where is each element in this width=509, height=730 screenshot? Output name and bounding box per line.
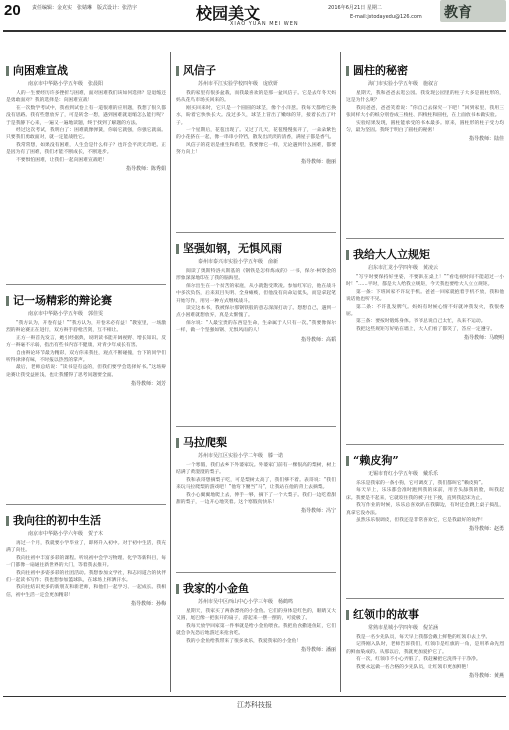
article-byline: 苏州市吴江区实验小学二年级 滕一诺 [198,453,284,459]
article-paragraph: 不要惧怕困难，让我们一起向困难宣战吧！ [16,157,108,163]
article-body [176,90,336,157]
column-divider [170,52,171,692]
teacher-note: 指导教师：黄燕 [468,673,504,680]
article-body [6,540,166,599]
article-paragraph: 人的一生要经历许多挫折与困难，面对困难我们该如何选择？是退缩还是勇敢面对？我的选择是：向困难宣战！ [6,91,166,104]
brand-logo: 教育 [444,5,472,21]
article-paragraph: 星期天，我和爸爸去逛公园。我发现公园里的柱子大多是圆柱形的，这是为什么呢？ [346,91,504,104]
article-body [176,608,336,645]
article-card [176,434,336,514]
article-paragraph: 我写作业的时候，乐乐总喜欢趴在我脚边，有时还会跳上桌子捣乱，真拿它没办法。 [346,503,504,516]
article-paragraph: 我是一名少先队员，每天早上我都会戴上鲜艳的红领巾去上学。 [356,635,491,640]
article-byline: 苏州市平江实验学校四年级 庞欣妍 [198,81,279,87]
article-byline: 苏州市吴中区西山中心小学三年级 杨鹤鸣 [198,599,294,605]
article-paragraph: 风信子的花语是重生和希望，我要像它一样，无论遇到什么困难，都要努力向上！ [176,142,336,156]
article-byline: 泰州市泰兴市实验小学五年级 俞新 [198,259,279,265]
teacher-note: 指导教师：赵勇 [468,526,504,533]
column-divider [340,52,341,692]
article-paragraph: 刚买回来时，它只是一个圆圆的球茎，像个小洋葱。我每天都给它换水，盼着它快快长大。没过多久，球茎上冒出了嫩绿的芽，接着长出了叶子。 [176,105,336,126]
article-card [176,580,336,653]
article-paragraph: 我向往结识更多的新朋友和新老师，和他们一起学习、一起成长。我相信，初中生活一定会更加精彩！ [6,585,166,598]
title-bar-icon [6,516,9,526]
article-body [176,268,336,335]
article-paragraph: 读完这本书，我被保尔那钢铁般的意志深深打动了。想想自己，遇到一点小困难就想放弃，真是太惭愧了。 [176,306,336,319]
teacher-note: 指导教师：冯宁 [300,508,336,515]
article-body [6,90,166,164]
article-title: 我给大人立规矩 [353,248,430,261]
column-2 [176,52,336,692]
article-divider [6,504,166,505]
teacher-note: 指导教师：马晓明 [463,335,504,342]
article-paragraph: 经过这次考试，我明白了：困难就像弹簧，你弱它就强，你强它就弱。只要我们勇敢面对，就一定能战胜它。 [6,128,166,141]
article-title: “赖皮狗” [353,454,399,467]
article-paragraph: 星期天，我家买了两条漂亮的小金鱼。它们的身体是红色的，眼睛又大又圆，尾巴像一把张开的扇子，游起来一摆一摆的，可爱极了。 [176,609,336,622]
article-divider [346,238,504,239]
article-paragraph: 乐乐是我家的一条小狗，它可调皮了，我们都叫它“赖皮狗”。 [356,481,486,486]
article-byline: 南京市中华路小学五年级 张晨阳 [28,81,104,87]
article-paragraph: 自由辩论环节最为精彩，双方你来我往，观点不断碰撞，台下的同学们听得津津有味，不时报以热烈的掌声。 [6,350,166,364]
article-card [176,62,336,165]
article-title: 坚强如钢，无惧风雨 [183,242,282,255]
title-bar-icon [6,296,9,306]
article-divider [176,572,336,573]
article-card [346,62,504,142]
article-paragraph: 我把这些规矩写好贴在墙上，大人们看了都笑了，答应一定遵守。 [356,326,496,332]
footer-publication: 江苏科技报 [237,701,272,709]
article-byline: 常熟市星城小学四年级 倪芷涵 [368,625,439,631]
article-paragraph: 我常常想，如果没有困难，人生会是什么样子？也许会平淡无奇吧。正是因为有了困难，我们才能不断成长，不断进步。 [6,142,166,156]
column-3 [346,52,504,692]
article-card [346,452,504,532]
article-title: 记一场精彩的辩论赛 [13,294,112,307]
article-paragraph: 第三条：要按时锻炼身体。爷爷总说自己太忙，从来不运动。 [356,319,486,325]
article-divider [176,426,336,427]
teacher-note: 指导教师：陈秀娟 [125,166,166,173]
footer-rule [3,696,506,697]
article-paragraph: 保尔说：“人最宝贵的东西是生命，生命属于人只有一次。”我要像保尔一样，做一个坚强如钢、无惧风雨的人！ [176,320,336,334]
editor-credits: 责任编辑：金克实 张婧琳 版式设计：张浩宇 [32,5,138,11]
article-title: 红领巾的故事 [353,608,419,621]
article-body [176,462,336,506]
title-bar-icon [346,250,349,260]
teacher-note: 指导教师：陆佳 [468,136,504,143]
article-paragraph: 第一条：下班回家不许玩手机。爸爸一回家就抱着手机不放，我和他说话他也听不见。 [346,289,504,303]
article-body [6,320,166,379]
article-card [6,62,166,172]
title-bar-icon [346,610,349,620]
article-paragraph: 我的家里有很多盆栽，而我最喜欢的是那一盆风信子。它是去年冬天妈妈从花鸟市场买回来的。 [176,91,336,104]
title-bar-icon [176,244,179,254]
article-card [346,606,504,679]
article-paragraph: 每天早上，乐乐都会准时跑到我的床前，用舌头舔我的脸，叫我起床。我要是不起来，它就咬住我的被子往下拽，直到我起床为止。 [346,488,504,501]
title-bar-icon [346,456,349,466]
column-title: 校园美文 [196,4,261,23]
article-body [346,480,504,524]
article-byline: 南京市中华路小学五年级 郭佳雯 [28,311,104,317]
article-byline: 无锡市育红小学五年级 戴乐乐 [368,471,439,477]
teacher-note: 指导教师：潘丽 [300,647,336,654]
article-card [6,512,166,607]
article-paragraph: 第二条：不许乱发脾气。妈妈有时候心情不好就冲我发火，我很委屈。 [346,304,504,318]
article-body [346,634,504,671]
article-paragraph: “我方认为，开卷有益！”“我方认为，开卷未必有益！”教室里，一场激烈的辩论赛正在进行，双方辩手唇枪舌剑，互不相让。 [6,321,166,334]
title-bar-icon [176,584,179,594]
article-card [346,246,504,341]
contact-email: E-mail:jstodayedu@126.com [350,14,422,20]
article-paragraph: 我要永远做一名合格的少先队员，让红领巾更加鲜艳！ [356,664,472,670]
article-divider [6,284,166,285]
title-bar-icon [6,66,9,76]
article-paragraph: 我小心翼翼地爬上去，伸手一够，摘下了一个大梨子。我们一边吃着甜甜的梨子，一边开心地笑着。这个寒假真快乐！ [176,492,336,506]
article-title: 向困难宣战 [13,64,68,77]
article-body [346,274,504,333]
article-paragraph: 我每天放学回家第一件事就是给小金鱼喂食。我把鱼食撒进鱼缸，它们就会争先恐后地游过来抢食吃。 [176,623,336,637]
article-paragraph: 一个寒假，我们去乡下外婆家玩。外婆家门前有一棵很高的梨树，树上结满了黄澄澄的梨子。 [176,463,336,476]
article-card [6,292,166,387]
article-divider [346,598,504,599]
article-paragraph: 我向往初中丰富多彩的课程。听说初中会学习物理、化学等新科目，每一门都像一扇通往新世界的大门，等着我去推开。 [6,555,166,569]
article-title: 风信子 [183,64,216,77]
teacher-note: 指导教师：高韬 [300,336,336,343]
article-paragraph: “写字时要保持好坐姿，不要趴在桌上！”“看电视时间不能超过一小时！”……平时，都是大人给我立规矩，今天我也要给大人立立规矩。 [346,275,504,288]
article-paragraph: 有一次，红领巾不小心弄脏了，我赶紧把它洗得干干净净。 [356,657,481,663]
article-paragraph: 一个星期后，花苞出现了。又过了几天，花苞慢慢张开了，一朵朵紫色的小花挤在一起，像一串串小铃铛，散发出淡淡的清香，满屋子都是香气。 [176,128,336,141]
article-paragraph: 我和表哥想摘梨子吃，可是梨树太高了，我们够不着。表哥说：“我们来玩马拉爬梨的游戏吧！”他弯下腰当“马”，让我站在他的背上去摘梨。 [176,477,336,491]
article-paragraph: 最后，老师总结说：“读书是有益的，但我们要学会选择好书。”这场辩论赛让我受益匪浅，也让我懂得了思考问题要全面。 [6,365,166,378]
article-paragraph: 正方一辩首先发言，她引经据典，说明读书能开阔视野、增长知识。反方一辩毫不示弱，指出有些书内容不健康，对青少年成长有害。 [6,335,166,349]
article-byline: 南京市中华路小学六年级 贺子木 [28,531,104,537]
issue-date: 2016年6月21日 星期二 [328,5,382,11]
article-paragraph: 我的小金鱼给我带来了很多欢乐，我爱我家的小金鱼！ [186,638,302,644]
article-byline: 启东市汇龙小学四年级 黄凌云 [368,265,439,271]
article-title: 我家的小金鱼 [183,582,249,595]
article-paragraph: 虽然乐乐很调皮，但我还是非常喜欢它，它是我最好的伙伴！ [356,518,486,524]
article-paragraph: 阅读了奥斯特洛夫斯基的《钢铁是怎样炼成的》一书，保尔·柯察金的形象深深地印在了我的脑海里。 [176,269,336,282]
article-byline: 海门市实验小学五年级 施叙言 [368,81,439,87]
article-paragraph: 在一次数学考试中，我看到试卷上有一道很难的应用题，我想了很久都没有思路。我有些想放弃了，可是转念一想，遇到困难就退缩怎么能行呢？于是我静下心来，一遍又一遍地读题，终于找到了解题的方法。 [6,105,166,126]
title-bar-icon [346,66,349,76]
article-paragraph: 保尔出生在一个贫苦的家庭，从小就饱受欺凌。参加红军后，他在战斗中多次负伤，后来双目失明、全身瘫痪，但他没有向命运低头，而是拿起笔开始写作，用另一种方式继续战斗。 [176,283,336,304]
title-bar-icon [176,438,179,448]
article-divider [176,232,336,233]
teacher-note: 指导教师：孙梅 [130,601,166,608]
article-card [176,240,336,343]
article-paragraph: 我问爸爸，爸爸笑着说：“你自己去探究一下吧！”回到家里，我用三张同样大小的纸分别卷成三棱柱、四棱柱和圆柱，在上面放书本做实验。 [346,105,504,119]
column-pinyin: XIAO YUAN MEI WEN [230,21,299,27]
header-rule [3,30,506,32]
article-title: 圆柱的秘密 [353,64,408,77]
article-paragraph: 记得刚入队时，老师告诉我们，红领巾是红旗的一角，是用革命先烈的鲜血染成的。从那以后，我就更加爱护它了。 [346,642,504,655]
article-body [346,90,504,134]
article-title: 马拉爬梨 [183,436,227,449]
article-title: 我向往的初中生活 [13,514,101,527]
article-paragraph: 实验结果发现，圆柱能承受的书本最多。原来，圆柱形的柱子受力均匀，最为坚固。我终于明白了圆柱的秘密！ [346,120,504,134]
teacher-note: 指导教师：刘芳 [130,381,166,388]
article-divider [346,444,504,445]
title-bar-icon [176,66,179,76]
article-paragraph: 我向往初中多姿多彩的社团活动。我想参加文学社，和志同道合的伙伴们一起读书写作；我也想参加篮球队，在球场上挥洒汗水。 [6,570,166,584]
page-header [0,0,509,46]
article-paragraph: 再过一个月，我就要小学毕业了，即将升入初中。对于初中生活，我充满了向往。 [6,541,166,554]
page-number: 20 [4,2,21,19]
column-1 [6,52,166,692]
teacher-note: 指导教师：施丽 [300,158,336,165]
